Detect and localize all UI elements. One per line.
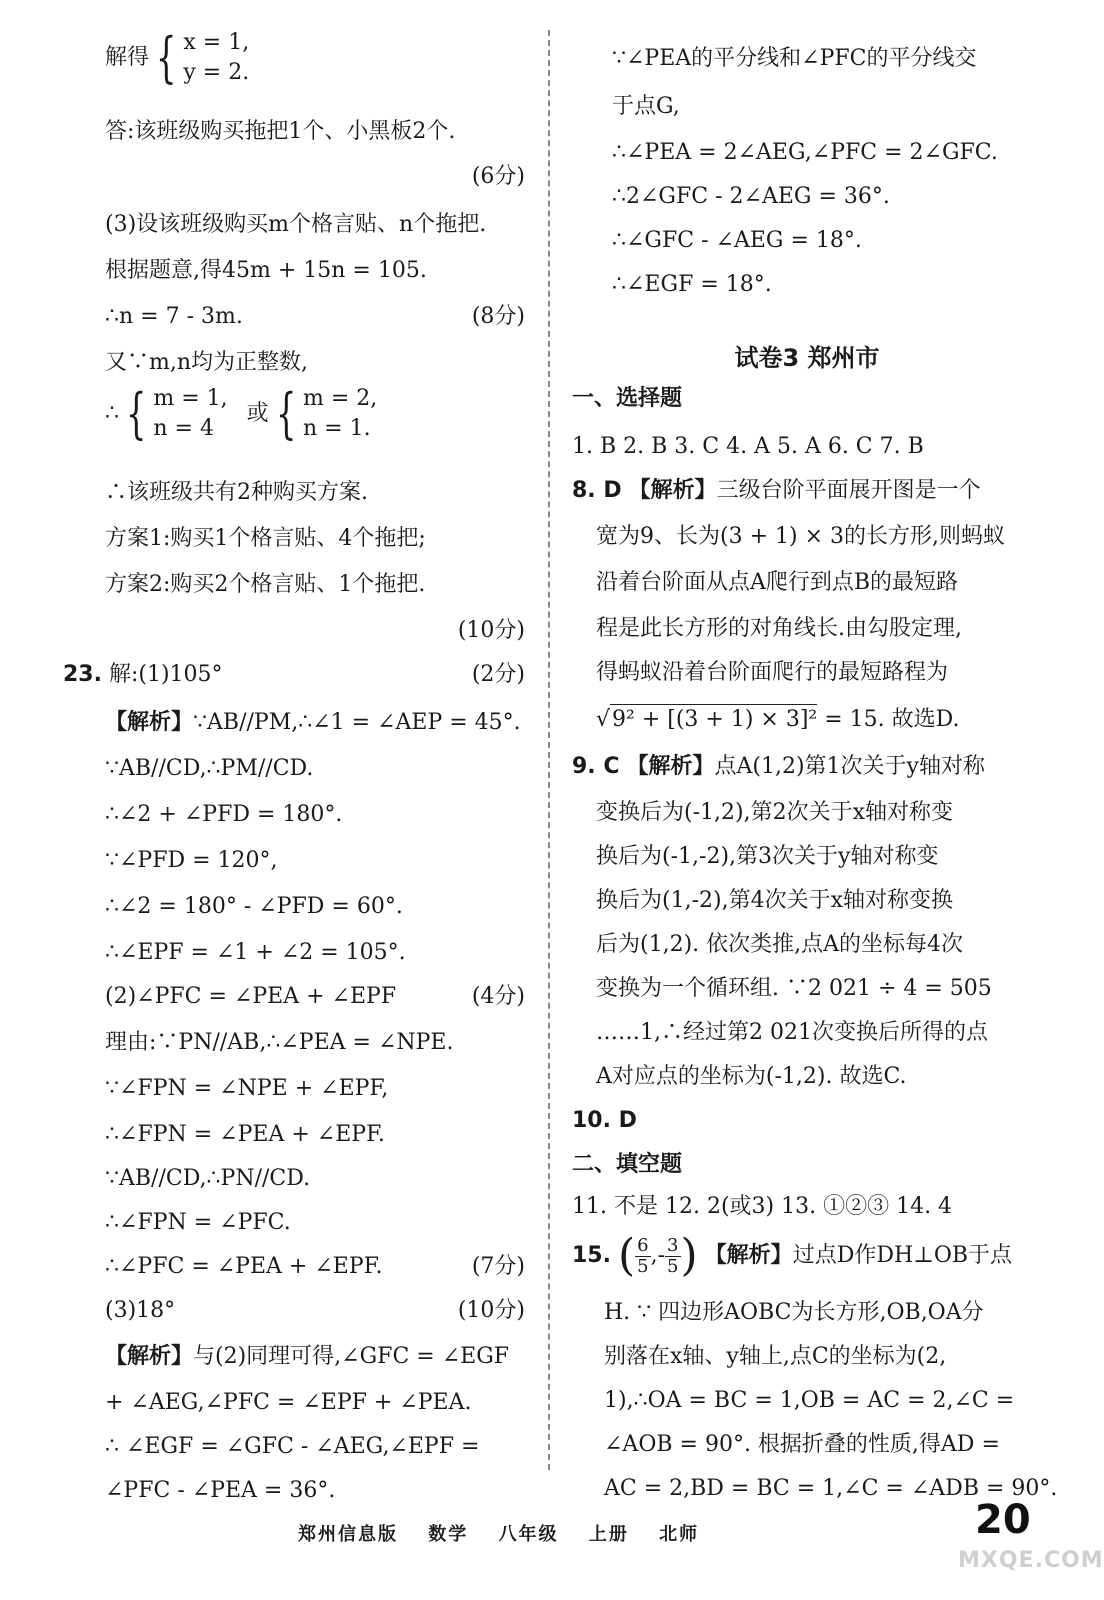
paren-right-icon: ) <box>680 1230 698 1281</box>
question-9-line <box>572 752 985 782</box>
pair2-m: m = 2, <box>303 386 378 411</box>
text-line: ∴∠2 = 180° - ∠PFD = 60°. <box>105 894 403 919</box>
text-line: ∴n = 7 - 3m. <box>105 304 243 329</box>
page-number: 20 <box>975 1497 1031 1543</box>
text-line: ∵∠PFD = 120°, <box>105 848 278 873</box>
text-line: ∴∠FPN = ∠PEA + ∠EPF. <box>105 1122 385 1147</box>
formula-line <box>596 704 960 735</box>
solution-pairs <box>105 384 377 444</box>
analysis-line <box>105 708 521 738</box>
score: (6分) <box>471 164 525 189</box>
text-line: AC = 2,BD = BC = 1,∠C = ∠ADB = 90°. <box>604 1476 1058 1501</box>
text: 解:(1)105° <box>108 662 223 687</box>
text-line: ∠PFC - ∠PEA = 36°. <box>105 1478 336 1503</box>
text: = 15. 故选D. <box>817 707 960 732</box>
question-number: 15. <box>572 1243 611 1268</box>
text-line: 方案2:购买2个格言贴、1个拖把. <box>105 572 426 597</box>
publisher-label: 北师 <box>659 1524 700 1545</box>
text-line: ∵AB//CD,∴PN//CD. <box>105 1166 311 1191</box>
paren-left-icon: ( <box>617 1230 636 1281</box>
separator: ,- <box>650 1243 666 1268</box>
analysis-tag: 【解析】 <box>626 754 715 779</box>
text-line: 后为(1,2). 依次类推,点A的坐标每4次 <box>596 932 964 957</box>
text-line: (3)设该班级购买m个格言贴、n个拖把. <box>105 212 487 237</box>
text-line: ∴∠EPF = ∠1 + ∠2 = 105°. <box>105 940 406 965</box>
column-divider <box>548 30 550 1470</box>
text-line: 换后为(1,-2),第4次关于x轴对称变换 <box>596 888 953 913</box>
question-number: 23. <box>63 662 102 687</box>
text-line: 程是此长方形的对角线长.由勾股定理, <box>596 616 962 641</box>
brace-icon: { <box>275 382 297 445</box>
text-line: ∵∠FPN = ∠NPE + ∠EPF, <box>105 1076 389 1101</box>
text-line: (2)∠PFC = ∠PEA + ∠EPF <box>105 984 397 1009</box>
answer-line: 答:该班级购买拖把1个、小黑板2个. <box>105 119 456 144</box>
sqrt-icon: √ <box>596 707 611 732</box>
text-line: ∴∠PFC = ∠PEA + ∠EPF. <box>105 1254 383 1279</box>
watermark: MXQE.COM <box>958 1548 1104 1573</box>
sqrt-content: 9² + [(3 + 1) × 3]² <box>610 704 817 735</box>
text-line: 得蚂蚁沿着台阶面爬行的最短路程为 <box>596 660 949 685</box>
pair1-m: m = 1, <box>153 386 228 411</box>
question-8-line <box>572 476 981 506</box>
grade-label: 八年级 <box>498 1524 559 1545</box>
text-line: ∵AB//CD,∴PM//CD. <box>105 756 314 781</box>
text: ∵AB//PM,∴∠1 = ∠AEP = 45°. <box>193 710 521 735</box>
denominator: 5 <box>637 1255 649 1277</box>
text-line: 别落在x轴、y轴上,点C的坐标为(2, <box>604 1344 947 1369</box>
numerator: 3 <box>667 1234 679 1256</box>
text-line: ∵∠PEA的平分线和∠PFC的平分线交 <box>612 46 977 71</box>
text-line: 换后为(-1,-2),第3次关于y轴对称变 <box>596 844 939 869</box>
text-line: ∠AOB = 90°. 根据折叠的性质,得AD = <box>604 1432 1000 1457</box>
text: 三级台阶平面展开图是一个 <box>716 478 981 503</box>
text-line: 理由:∵PN//AB,∴∠PEA = ∠NPE. <box>105 1030 454 1055</box>
mc-answers: 1. B 2. B 3. C 4. A 5. A 6. C 7. B <box>572 434 924 459</box>
score: (10分) <box>457 1298 525 1323</box>
text-line: ∴ ∠EGF = ∠GFC - ∠AEG,∠EPF = <box>105 1434 480 1459</box>
subject-label: 数学 <box>428 1524 469 1545</box>
text-line: 宽为9、长为(3 + 1) × 3的长方形,则蚂蚁 <box>596 524 1005 549</box>
numerator: 6 <box>637 1234 649 1256</box>
section-heading: 一、选择题 <box>572 386 683 411</box>
score: (2分) <box>471 662 525 687</box>
text: 点A(1,2)第1次关于y轴对称 <box>714 754 985 779</box>
text-line: ∴∠PEA = 2∠AEG,∠PFC = 2∠GFC. <box>612 140 998 165</box>
text-line: (3)18° <box>105 1298 176 1323</box>
brace-icon: { <box>155 26 177 89</box>
question-number: 8. D <box>572 478 622 503</box>
pair2-n: n = 1. <box>303 416 371 441</box>
fraction <box>635 1236 650 1277</box>
text-line: ∴∠GFC - ∠AEG = 18°. <box>612 228 862 253</box>
score: (7分) <box>471 1254 525 1279</box>
term-label: 上册 <box>588 1524 629 1545</box>
fill-answers: 11. 不是 12. 2(或3) 13. ①②③ 14. 4 <box>572 1194 953 1219</box>
text-line: 沿着台阶面从点A爬行到点B的最短路 <box>596 570 959 595</box>
analysis-tag: 【解析】 <box>628 478 717 503</box>
edition-label: 郑州信息版 <box>298 1524 398 1545</box>
text: 与(2)同理可得,∠GFC = ∠EGF <box>193 1344 510 1369</box>
text-line: ……1,∴经过第2 021次变换后所得的点 <box>596 1020 988 1045</box>
question-15-line <box>572 1230 1013 1281</box>
text-line: 变换为一个循环组. ∵2 021 ÷ 4 = 505 <box>596 976 992 1001</box>
denominator: 5 <box>667 1255 679 1277</box>
eq-y: y = 2. <box>183 60 250 85</box>
analysis-tag: 【解析】 <box>704 1243 793 1268</box>
therefore-sign: ∴ <box>105 401 119 426</box>
section-title: 试卷3 郑州市 <box>734 344 880 372</box>
text-line: ∴∠2 + ∠PFD = 180°. <box>105 802 343 827</box>
score: (4分) <box>471 984 525 1009</box>
brace-icon: { <box>125 382 147 445</box>
text: 过点D作DH⊥OB于点 <box>792 1243 1013 1268</box>
page-footer <box>298 1520 721 1546</box>
pair1-n: n = 4 <box>153 416 214 441</box>
section-heading: 二、填空题 <box>572 1152 683 1177</box>
text-line: + ∠AEG,∠PFC = ∠EPF + ∠PEA. <box>105 1390 472 1415</box>
text-line: 1),∴OA = BC = 1,OB = AC = 2,∠C = <box>604 1388 1015 1413</box>
text-line: ∴∠FPN = ∠PFC. <box>105 1210 291 1235</box>
text-line: ∴2∠GFC - 2∠AEG = 36°. <box>612 184 890 209</box>
solution-system <box>105 28 249 88</box>
score: (8分) <box>471 304 525 329</box>
text-line: A对应点的坐标为(-1,2). 故选C. <box>596 1064 907 1089</box>
question-23-line <box>63 660 223 690</box>
text-line: ∴该班级共有2种购买方案. <box>105 480 368 505</box>
text-line: ∴∠EGF = 18°. <box>612 272 772 297</box>
text-line: 于点G, <box>612 94 680 119</box>
text-line: 变换后为(-1,2),第2次关于x轴对称变 <box>596 800 953 825</box>
text-line: 根据题意,得45m + 15n = 105. <box>105 258 427 283</box>
text-line: H. ∵ 四边形AOBC为长方形,OB,OA分 <box>604 1300 984 1325</box>
score: (10分) <box>457 618 525 643</box>
question-number: 9. C <box>572 754 620 779</box>
analysis-tag: 【解析】 <box>105 710 194 735</box>
solve-label: 解得 <box>105 45 150 70</box>
or-word: 或 <box>246 401 269 426</box>
analysis-line <box>105 1342 509 1372</box>
text-line: 方案1:购买1个格言贴、4个拖把; <box>105 526 426 551</box>
fraction <box>665 1236 680 1277</box>
question-10: 10. D <box>572 1108 637 1133</box>
text-line: 又∵m,n均为正整数, <box>105 350 309 375</box>
eq-x: x = 1, <box>183 30 250 55</box>
analysis-tag: 【解析】 <box>105 1344 194 1369</box>
